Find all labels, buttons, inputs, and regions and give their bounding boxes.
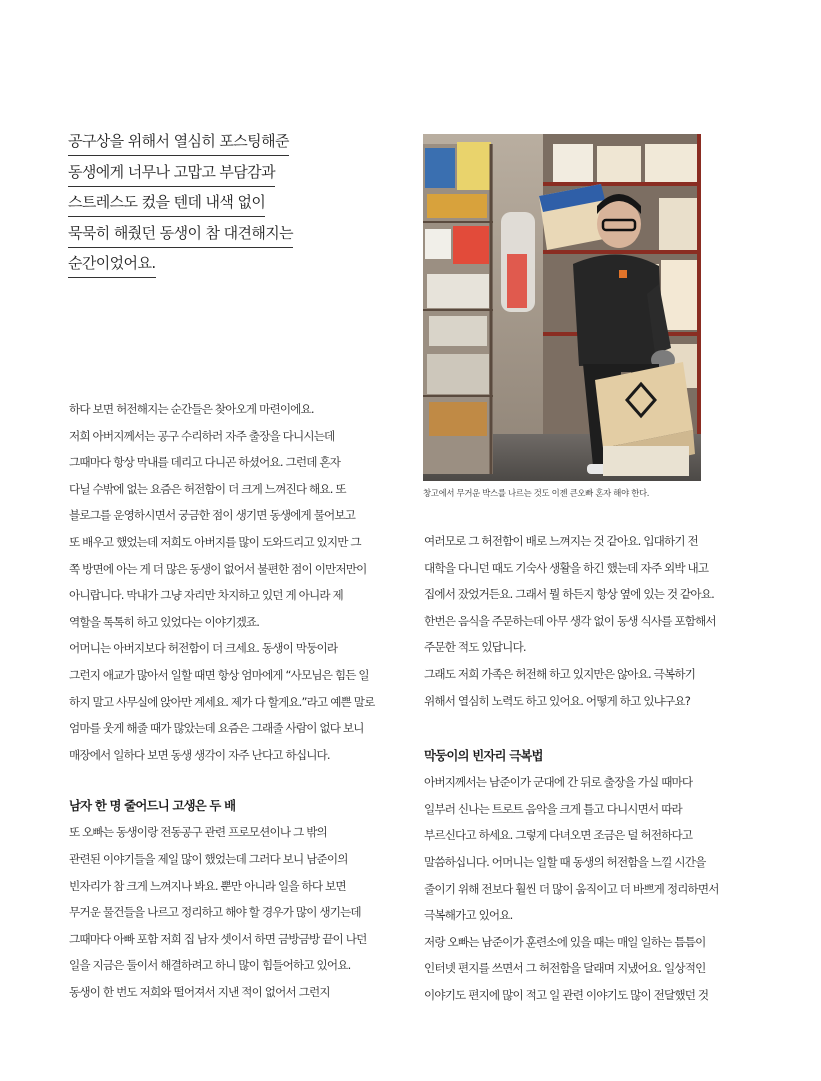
left-column: [69, 396, 401, 1005]
pull-quote-line: 묵묵히 해줬던 동생이 참 대견해지는: [68, 220, 293, 248]
text-line: 말씀하십니다. 어머니는 일할 때 동생의 허전함을 느낄 시간을: [424, 854, 706, 869]
text-line: 역할을 톡톡히 하고 있었다는 이야기겠죠.: [69, 614, 260, 629]
text-line: 대학을 다니던 때도 기숙사 생활을 하긴 했는데 자주 외박 내고: [424, 560, 709, 575]
pull-quote: [68, 128, 368, 281]
text-line: 아버지께서는 남준이가 군대에 간 뒤로 출장을 가실 때마다: [424, 775, 693, 790]
text-line: 주문한 적도 있답니다.: [424, 640, 526, 655]
warehouse-photo: [423, 134, 701, 481]
pull-quote-line: 스트레스도 컸을 텐데 내색 없이: [68, 189, 265, 217]
text-line: 무거운 물건들을 나르고 정리하고 해야 할 경우가 많이 생기는데: [69, 905, 361, 920]
text-line: 인터넷 편지를 쓰면서 그 허전함을 달래며 지냈어요. 일상적인: [424, 961, 706, 976]
text-line: 저랑 오빠는 남준이가 훈련소에 있을 때는 매일 일하는 틈틈이: [424, 934, 706, 949]
text-line: 줄이기 위해 전보다 훨씬 더 많이 움직이고 더 바쁘게 정리하면서: [424, 881, 719, 896]
text-line: 위해서 열심히 노력도 하고 있어요. 어떻게 하고 있냐구요?: [424, 693, 691, 708]
section-heading: 막둥이의 빈자리 극복법: [424, 748, 543, 764]
text-line: 그래도 저희 가족은 허전해 하고 있지만은 않아요. 극복하기: [424, 666, 696, 681]
paragraph: [424, 769, 764, 929]
paragraph: [424, 528, 764, 661]
text-line: 엄마를 웃게 해줄 때가 많았는데 요즘은 그래줄 사람이 없다 보니: [69, 721, 364, 736]
text-line: 하지 말고 사무실에 앉아만 계세요. 제가 다 할게요.”라고 예쁜 말로: [69, 694, 375, 709]
text-line: 아니랍니다. 막내가 그냥 자리만 차지하고 있던 게 아니라 제: [69, 588, 343, 603]
paragraph: [69, 819, 401, 1005]
text-line: 한번은 음식을 주문하는데 아무 생각 없이 동생 식사를 포함해서: [424, 613, 716, 628]
text-line: 어머니는 아버지보다 허전함이 더 크세요. 동생이 막둥이라: [69, 641, 338, 656]
paragraph: [69, 396, 401, 635]
text-line: 극복해가고 있어요.: [424, 908, 513, 923]
text-line: 일부러 신나는 트로트 음악을 크게 틀고 다니시면서 따라: [424, 801, 682, 816]
text-line: 저희 아버지께서는 공구 수리하러 자주 출장을 다니시는데: [69, 428, 335, 443]
text-line: 하다 보면 허전해지는 순간들은 찾아오게 마련이에요.: [69, 402, 314, 416]
photo-caption: 창고에서 무거운 박스를 나르는 것도 이젠 큰오빠 혼자 해야 한다.: [423, 488, 650, 498]
pull-quote-line: 공구상을 위해서 열심히 포스팅해준: [68, 128, 289, 156]
section-heading: 남자 한 명 줄어드니 고생은 두 배: [69, 798, 236, 814]
text-line: 또 배우고 했었는데 저희도 아버지를 많이 도와드리고 있지만 그: [69, 534, 361, 549]
text-line: 매장에서 일하다 보면 동생 생각이 자주 난다고 하십니다.: [69, 747, 330, 762]
paragraph: [424, 661, 764, 714]
paragraph: [424, 929, 764, 1009]
text-line: 동생이 한 번도 저희와 떨어져서 지낸 적이 없어서 그런지: [69, 984, 330, 999]
text-line: 여러모로 그 허전함이 배로 느껴지는 것 같아요. 입대하기 전: [424, 534, 698, 548]
text-line: 그때마다 항상 막내를 데리고 다니곤 하셨어요. 그런데 혼자: [69, 455, 341, 470]
pull-quote-line: 동생에게 너무나 고맙고 부담감과: [68, 159, 275, 187]
text-line: 부르신다고 하세요. 그렇게 다녀오면 조금은 덜 허전하다고: [424, 828, 693, 843]
warehouse-photo-illustration: [423, 134, 701, 481]
text-line: 집에서 잤었거든요. 그래서 뭘 하든지 항상 옆에 있는 것 같아요.: [424, 587, 714, 602]
paragraph: [69, 635, 401, 768]
text-line: 이야기도 편지에 많이 적고 일 관련 이야기도 많이 전달했던 것: [424, 987, 709, 1002]
pull-quote-line: 순간이었어요.: [68, 250, 156, 278]
text-line: 블로그를 운영하시면서 궁금한 점이 생기면 동생에게 물어보고: [69, 508, 356, 523]
text-line: 쪽 방면에 아는 게 더 많은 동생이 없어서 불편한 점이 이만저만이: [69, 561, 367, 576]
text-line: 또 오빠는 동생이랑 전동공구 관련 프로모션이나 그 밖의: [69, 825, 327, 840]
text-line: 일을 지금은 둘이서 해결하려고 하니 많이 힘들어하고 있어요.: [69, 958, 351, 973]
right-column: [424, 528, 764, 1009]
text-line: 다닐 수밖에 없는 요즘은 허전함이 더 크게 느껴진다 해요. 또: [69, 481, 346, 496]
text-line: 빈자리가 참 크게 느껴지나 봐요. 뿐만 아니라 일을 하다 보면: [69, 878, 346, 893]
text-line: 그런지 애교가 많아서 일할 때면 항상 엄마에게 “사모님은 힘든 일: [69, 667, 369, 682]
text-line: 관련된 이야기들을 제일 많이 했었는데 그러다 보니 남준이의: [69, 851, 348, 866]
text-line: 그때마다 아빠 포함 저희 집 남자 셋이서 하면 금방금방 끝이 나던: [69, 931, 367, 946]
